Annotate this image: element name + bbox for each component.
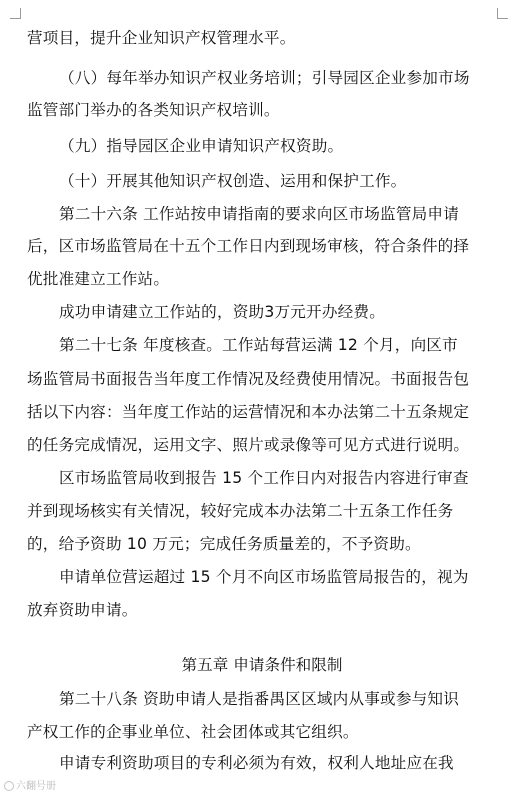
text-line: 的任务完成情况，运用文字、照片或录像等可见方式进行说明。 <box>27 436 470 454</box>
watermark-logo-icon <box>4 781 14 791</box>
text-line: 区市场监管局收到报告 15 个工作日内对报告内容进行审查 <box>59 469 469 487</box>
watermark <box>4 777 56 792</box>
text-line: 括以下内容：当年度工作站的运营情况和本办法第二十五条规定 <box>27 403 470 421</box>
text-line: 放弃资助申请。 <box>27 601 138 619</box>
watermark-text: 六翻号册 <box>16 781 56 792</box>
text-line: 第二十八条 资助申请人是指番禺区区域内从事或参与知识 <box>59 690 460 708</box>
chapter-heading: 第五章 申请条件和限制 <box>181 656 343 674</box>
text-line: 营项目，提升企业知识产权管理水平。 <box>27 29 296 47</box>
text-line: 第二十七条 年度核查。工作站每营运满 12 个月，向区市 <box>59 336 458 354</box>
text-line: 的，给予资助 10 万元；完成任务质量差的，不予资助。 <box>27 535 421 553</box>
text-line: 优批准建立工作站。 <box>27 270 170 288</box>
text-line: 后，区市场监管局在十五个工作日内到现场审核，符合条件的择 <box>27 237 470 255</box>
page-corner-mark-right <box>497 8 508 19</box>
text-line: 申请专利资助项目的专利必须为有效，权利人地址应在我 <box>59 754 454 772</box>
text-line: 成功申请建立工作站的，资助3万元开办经费。 <box>59 303 385 321</box>
text-line: 第二十六条 工作站按申请指南的要求向区市场监管局申请 <box>59 205 460 223</box>
text-line: 监管部门举办的各类知识产权培训。 <box>27 101 280 119</box>
text-line: （十）开展其他知识产权创造、运用和保护工作。 <box>59 172 407 190</box>
text-line: （八）每年举办知识产权业务培训；引导园区企业参加市场 <box>59 69 470 87</box>
page-corner-mark-left <box>10 8 21 19</box>
text-line: 产权工作的企事业单位、社会团体或其它组织。 <box>27 723 359 741</box>
text-line: （九）指导园区企业申请知识产权资助。 <box>59 137 344 155</box>
text-line: 场监管局书面报告当年度工作情况及经费使用情况。书面报告包 <box>27 370 470 388</box>
text-line: 申请单位营运超过 15 个月不向区市场监管局报告的，视为 <box>59 568 469 586</box>
text-line: 并到现场核实有关情况，较好完成本办法第二十五条工作任务 <box>27 502 454 520</box>
